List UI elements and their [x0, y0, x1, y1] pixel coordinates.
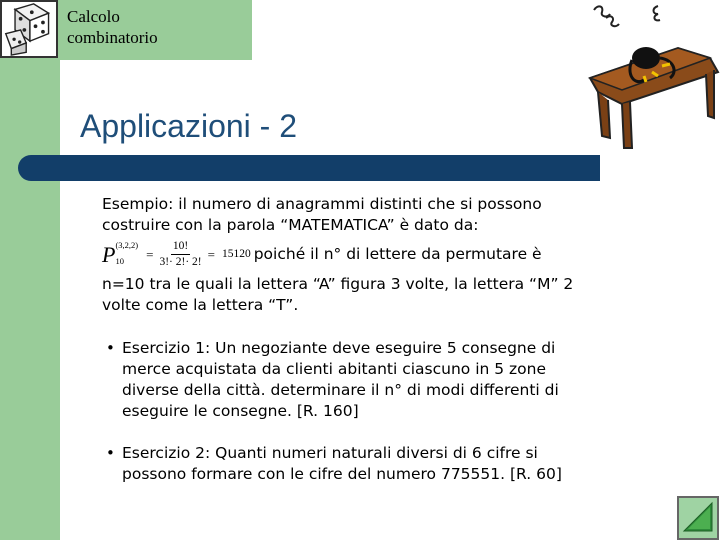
list-item-exercise-2 — [84, 443, 602, 485]
example-line-5: volte come la lettera “T”. — [102, 296, 299, 314]
course-title — [67, 6, 247, 48]
formula-result: 15120 — [221, 247, 251, 260]
formula-line — [102, 237, 602, 271]
example-line-2: costruire con la parola “MATEMATICA” è dato da: — [102, 216, 479, 234]
formula-denominator: 3!· 2!· 2! — [159, 255, 202, 268]
title-divider — [18, 155, 600, 181]
slide-content — [102, 194, 602, 506]
bullet-icon: • — [106, 339, 115, 357]
left-sidebar — [0, 0, 60, 540]
course-title-line1: Calcolo — [67, 7, 120, 26]
formula-fraction — [157, 240, 203, 269]
formula-subscript: 10 — [115, 256, 124, 266]
example-line-1: Esempio: il numero di anagrammi distinti che si possono — [102, 195, 542, 213]
formula-equals-2: = — [207, 246, 215, 262]
course-title-line2: combinatorio — [67, 28, 158, 47]
formula-superscript: (3,2,2) — [115, 240, 139, 250]
formula-numerator: 10! — [171, 240, 190, 255]
triangle-next-icon — [682, 501, 714, 535]
next-slide-button[interactable] — [677, 496, 719, 540]
slide-title: Applicazioni - 2 — [80, 108, 297, 144]
exercise-list — [102, 338, 602, 485]
formula-symbol: P — [102, 241, 116, 267]
example-line-4: n=10 tra le quali la lettera “A” figura 3 volte, la lettera “M” 2 — [102, 275, 574, 293]
frustrated-student-desk-icon — [582, 0, 720, 150]
example-line-3: poiché il n° di lettere da permutare è — [253, 244, 542, 263]
list-item-exercise-1 — [84, 338, 602, 422]
exercise-1-text: Esercizio 1: Un negoziante deve eseguire 5 consegne di merce acquistata da clienti abitanti ciascuno in 5 zone diverse della città. determinare il n° di modi differenti di eseguire le consegne. [R. 160] — [122, 339, 559, 420]
bullet-icon: • — [106, 444, 115, 462]
permutation-formula — [102, 240, 251, 269]
formula-equals-1: = — [146, 246, 154, 262]
dice-icon — [0, 0, 58, 58]
exercise-2-text: Esercizio 2: Quanti numeri naturali diversi di 6 cifre si possono formare con le cifre del numero 775551. [R. 60] — [122, 444, 562, 483]
formula-scripts — [115, 240, 139, 266]
